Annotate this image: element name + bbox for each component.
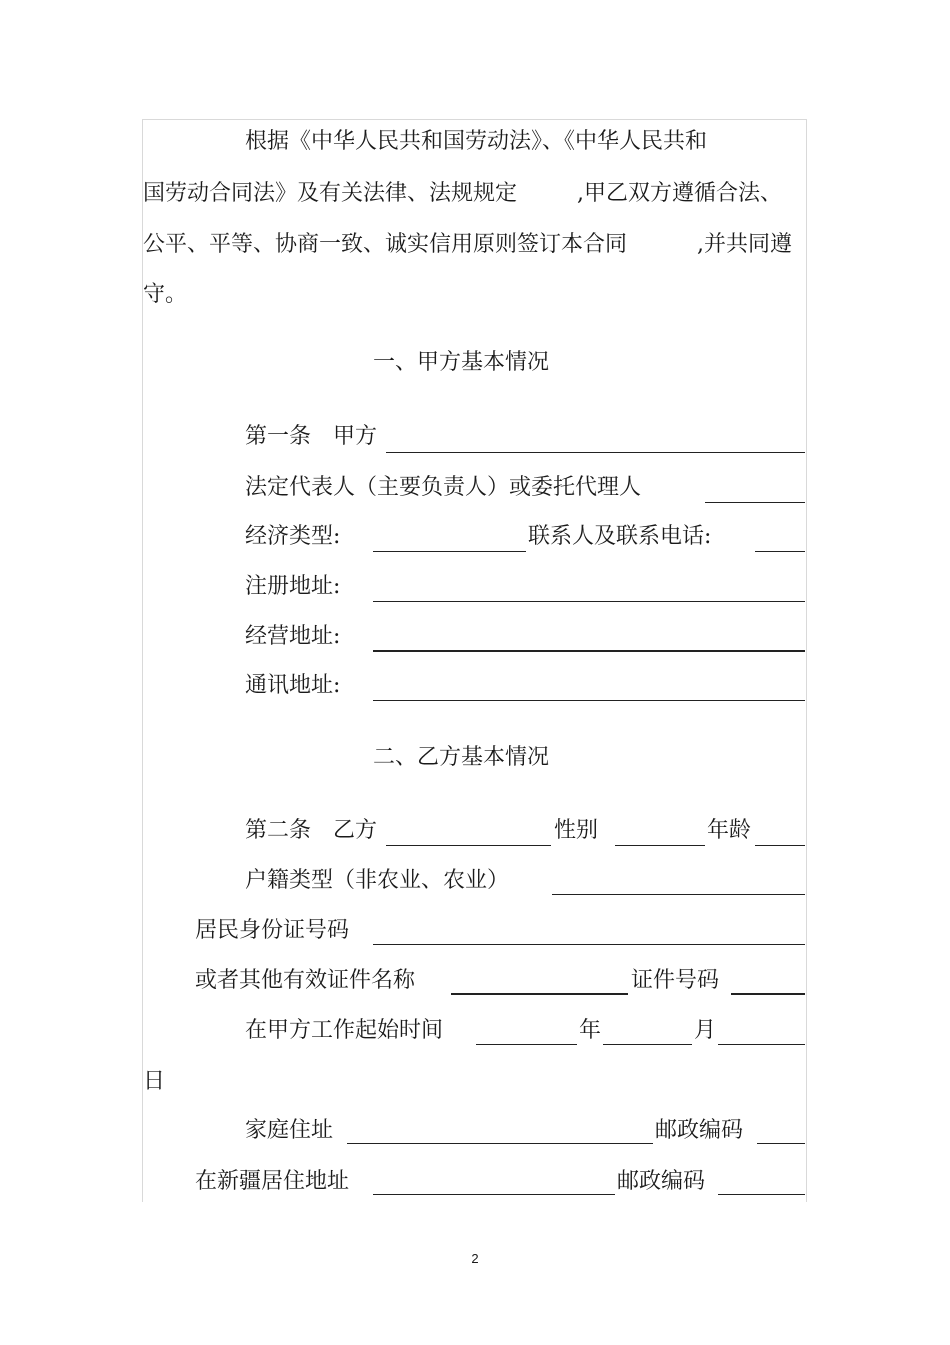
postcode-2-label: 邮政编码 [617, 1169, 706, 1194]
biz-addr-label: 经营地址: [245, 624, 341, 649]
mail-addr-label: 通讯地址: [245, 673, 341, 698]
intro-line-3b: ,并共同遵 [697, 232, 792, 257]
reg-addr-label: 注册地址: [245, 574, 341, 599]
intro-line-2b: ,甲乙双方遵循合法、 [577, 181, 782, 206]
age-label: 年龄 [707, 818, 752, 843]
cert-no-label: 证件号码 [631, 968, 720, 993]
intro-line-1: 根据《中华人民共和国劳动法》、《中华人民共和 [245, 129, 708, 154]
month-label: 月 [694, 1018, 717, 1043]
age-blank[interactable] [755, 845, 805, 846]
gender-label: 性别 [554, 818, 599, 843]
intro-line-2a: 国劳动合同法》及有关法律、法规规定 [143, 181, 518, 206]
start-year-blank[interactable] [476, 1044, 577, 1045]
postcode-2-blank[interactable] [718, 1194, 805, 1195]
econ-type-blank[interactable] [373, 551, 526, 552]
cert-no-blank[interactable] [731, 993, 805, 995]
id-no-blank[interactable] [373, 944, 805, 945]
start-month-blank[interactable] [603, 1044, 692, 1045]
gender-blank[interactable] [615, 845, 705, 846]
year-label: 年 [579, 1018, 602, 1043]
postcode-1-label: 邮政编码 [655, 1118, 744, 1143]
day-label: 日 [143, 1069, 166, 1094]
section-a-heading: 一、甲方基本情况 [373, 350, 550, 375]
xj-addr-label: 在新疆居住地址 [195, 1169, 350, 1194]
other-id-blank[interactable] [451, 993, 628, 995]
hukou-label: 户籍类型（非农业、农业） [245, 868, 510, 893]
postcode-1-blank[interactable] [757, 1143, 805, 1144]
party-b-name-blank[interactable] [386, 845, 551, 846]
party-a-name-blank[interactable] [386, 452, 805, 453]
home-addr-label: 家庭住址 [245, 1118, 334, 1143]
start-day-blank[interactable] [718, 1044, 805, 1045]
legal-rep-label: 法定代表人（主要负责人）或委托代理人 [245, 475, 642, 500]
intro-line-4: 守。 [143, 282, 188, 307]
home-addr-blank[interactable] [347, 1143, 653, 1144]
intro-line-3a: 公平、平等、协商一致、诚实信用原则签订本合同 [143, 232, 628, 257]
contact-blank[interactable] [755, 551, 805, 552]
article-1-label: 第一条 甲方 [245, 424, 378, 449]
section-b-heading: 二、乙方基本情况 [373, 745, 550, 770]
article-2-label: 第二条 乙方 [245, 818, 378, 843]
page-number: 2 [471, 1251, 479, 1266]
econ-type-label: 经济类型: [245, 524, 341, 549]
mail-addr-blank[interactable] [373, 700, 805, 701]
other-id-label: 或者其他有效证件名称 [195, 968, 416, 993]
reg-addr-blank[interactable] [373, 601, 805, 602]
id-no-label: 居民身份证号码 [195, 918, 350, 943]
start-time-label: 在甲方工作起始时间 [245, 1018, 444, 1043]
biz-addr-blank[interactable] [373, 650, 805, 652]
xj-addr-blank[interactable] [373, 1194, 615, 1195]
hukou-blank[interactable] [552, 894, 805, 895]
legal-rep-blank[interactable] [705, 502, 805, 503]
contact-label: 联系人及联系电话: [528, 524, 712, 549]
